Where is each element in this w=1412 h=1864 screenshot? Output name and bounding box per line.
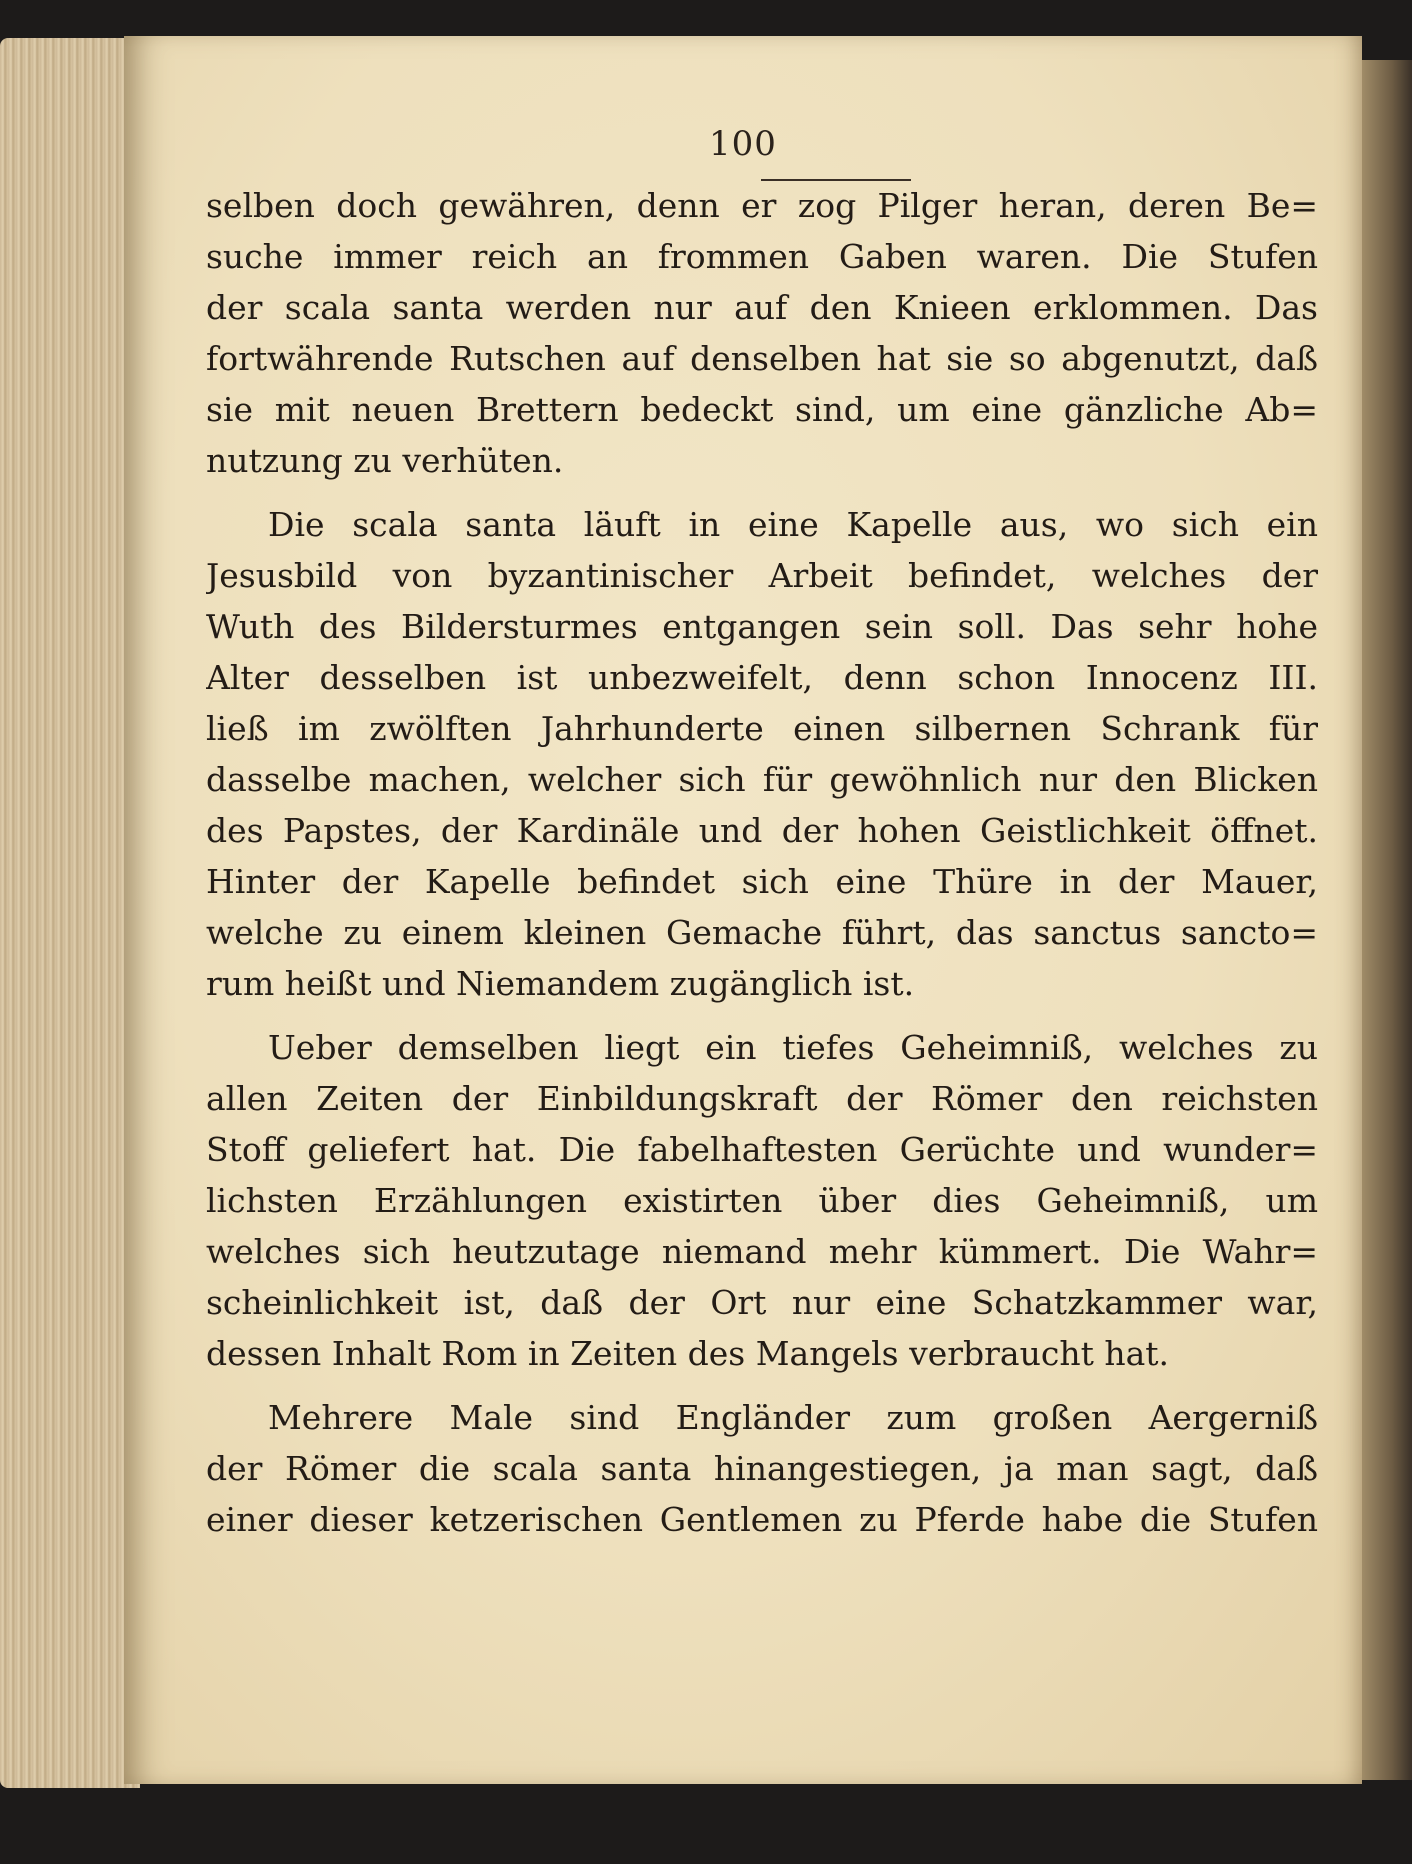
text-line: der scala santa werden nur auf den Knieen erklommen. Das [206,288,1318,327]
text-line: scheinlichkeit ist, daß der Ort nur eine Schatzkammer war, [206,1283,1318,1322]
text-line: welches sich heutzutage niemand mehr kümmert. Die Wahr= [206,1232,1318,1271]
text-line: Stoff geliefert hat. Die fabelhaftesten Gerüchte und wunder= [206,1130,1318,1169]
paragraph-2 [206,499,1318,1009]
text-line: fortwährende Rutschen auf denselben hat sie so abgenutzt, daß [206,339,1318,378]
text-line: selben doch gewähren, denn er zog Pilger heran, deren Be= [206,186,1318,225]
text-line: allen Zeiten der Einbildungskraft der Römer den reichsten [206,1079,1318,1118]
text-line: dessen Inhalt Rom in Zeiten des Mangels verbraucht hat. [206,1334,1170,1373]
text-line: lichsten Erzählungen existirten über dies Geheimniß, um [206,1181,1318,1220]
text-line: Die scala santa läuft in eine Kapelle aus, wo sich ein [268,505,1318,544]
text-line: welche zu einem kleinen Gemache führt, das sanctus sancto= [206,913,1318,952]
text-line: suche immer reich an frommen Gaben waren. Die Stufen [206,237,1318,276]
text-line: dasselbe machen, welcher sich für gewöhnlich nur den Blicken [206,760,1318,799]
paragraph-3 [206,1022,1318,1379]
text-line: Wuth des Bildersturmes entgangen sein soll. Das sehr hohe [206,607,1318,646]
text-line: Ueber demselben liegt ein tiefes Geheimniß, welches zu [268,1028,1318,1067]
text-line: des Papstes, der Kardinäle und der hohen Geistlichkeit öffnet. [206,811,1318,850]
book-cover-edge [1362,60,1412,1780]
text-line: nutzung zu verhüten. [206,441,564,480]
text-line: ließ im zwölften Jahrhunderte einen silbernen Schrank für [206,709,1318,748]
page-stack-edge [0,38,140,1788]
text-line: Alter desselben ist unbezweifelt, denn schon Innocenz III. [206,658,1318,697]
text-line: der Römer die scala santa hinangestiegen, ja man sagt, daß [206,1449,1318,1488]
text-line: sie mit neuen Brettern bedeckt sind, um eine gänzliche Ab= [206,390,1318,429]
page-number: 100 [709,124,777,164]
text-line: Hinter der Kapelle befindet sich eine Thüre in der Mauer, [206,862,1318,901]
paragraph-1 [206,180,1318,486]
text-line: Jesusbild von byzantinischer Arbeit befindet, welches der [206,556,1318,595]
text-line: einer dieser ketzerischen Gentlemen zu Pferde habe die Stufen [206,1500,1318,1539]
paragraph-4 [206,1392,1318,1545]
text-line: rum heißt und Niemandem zugänglich ist. [206,964,915,1003]
body-text [206,180,1318,1558]
text-line: Mehrere Male sind Engländer zum großen Aergerniß [268,1398,1318,1437]
